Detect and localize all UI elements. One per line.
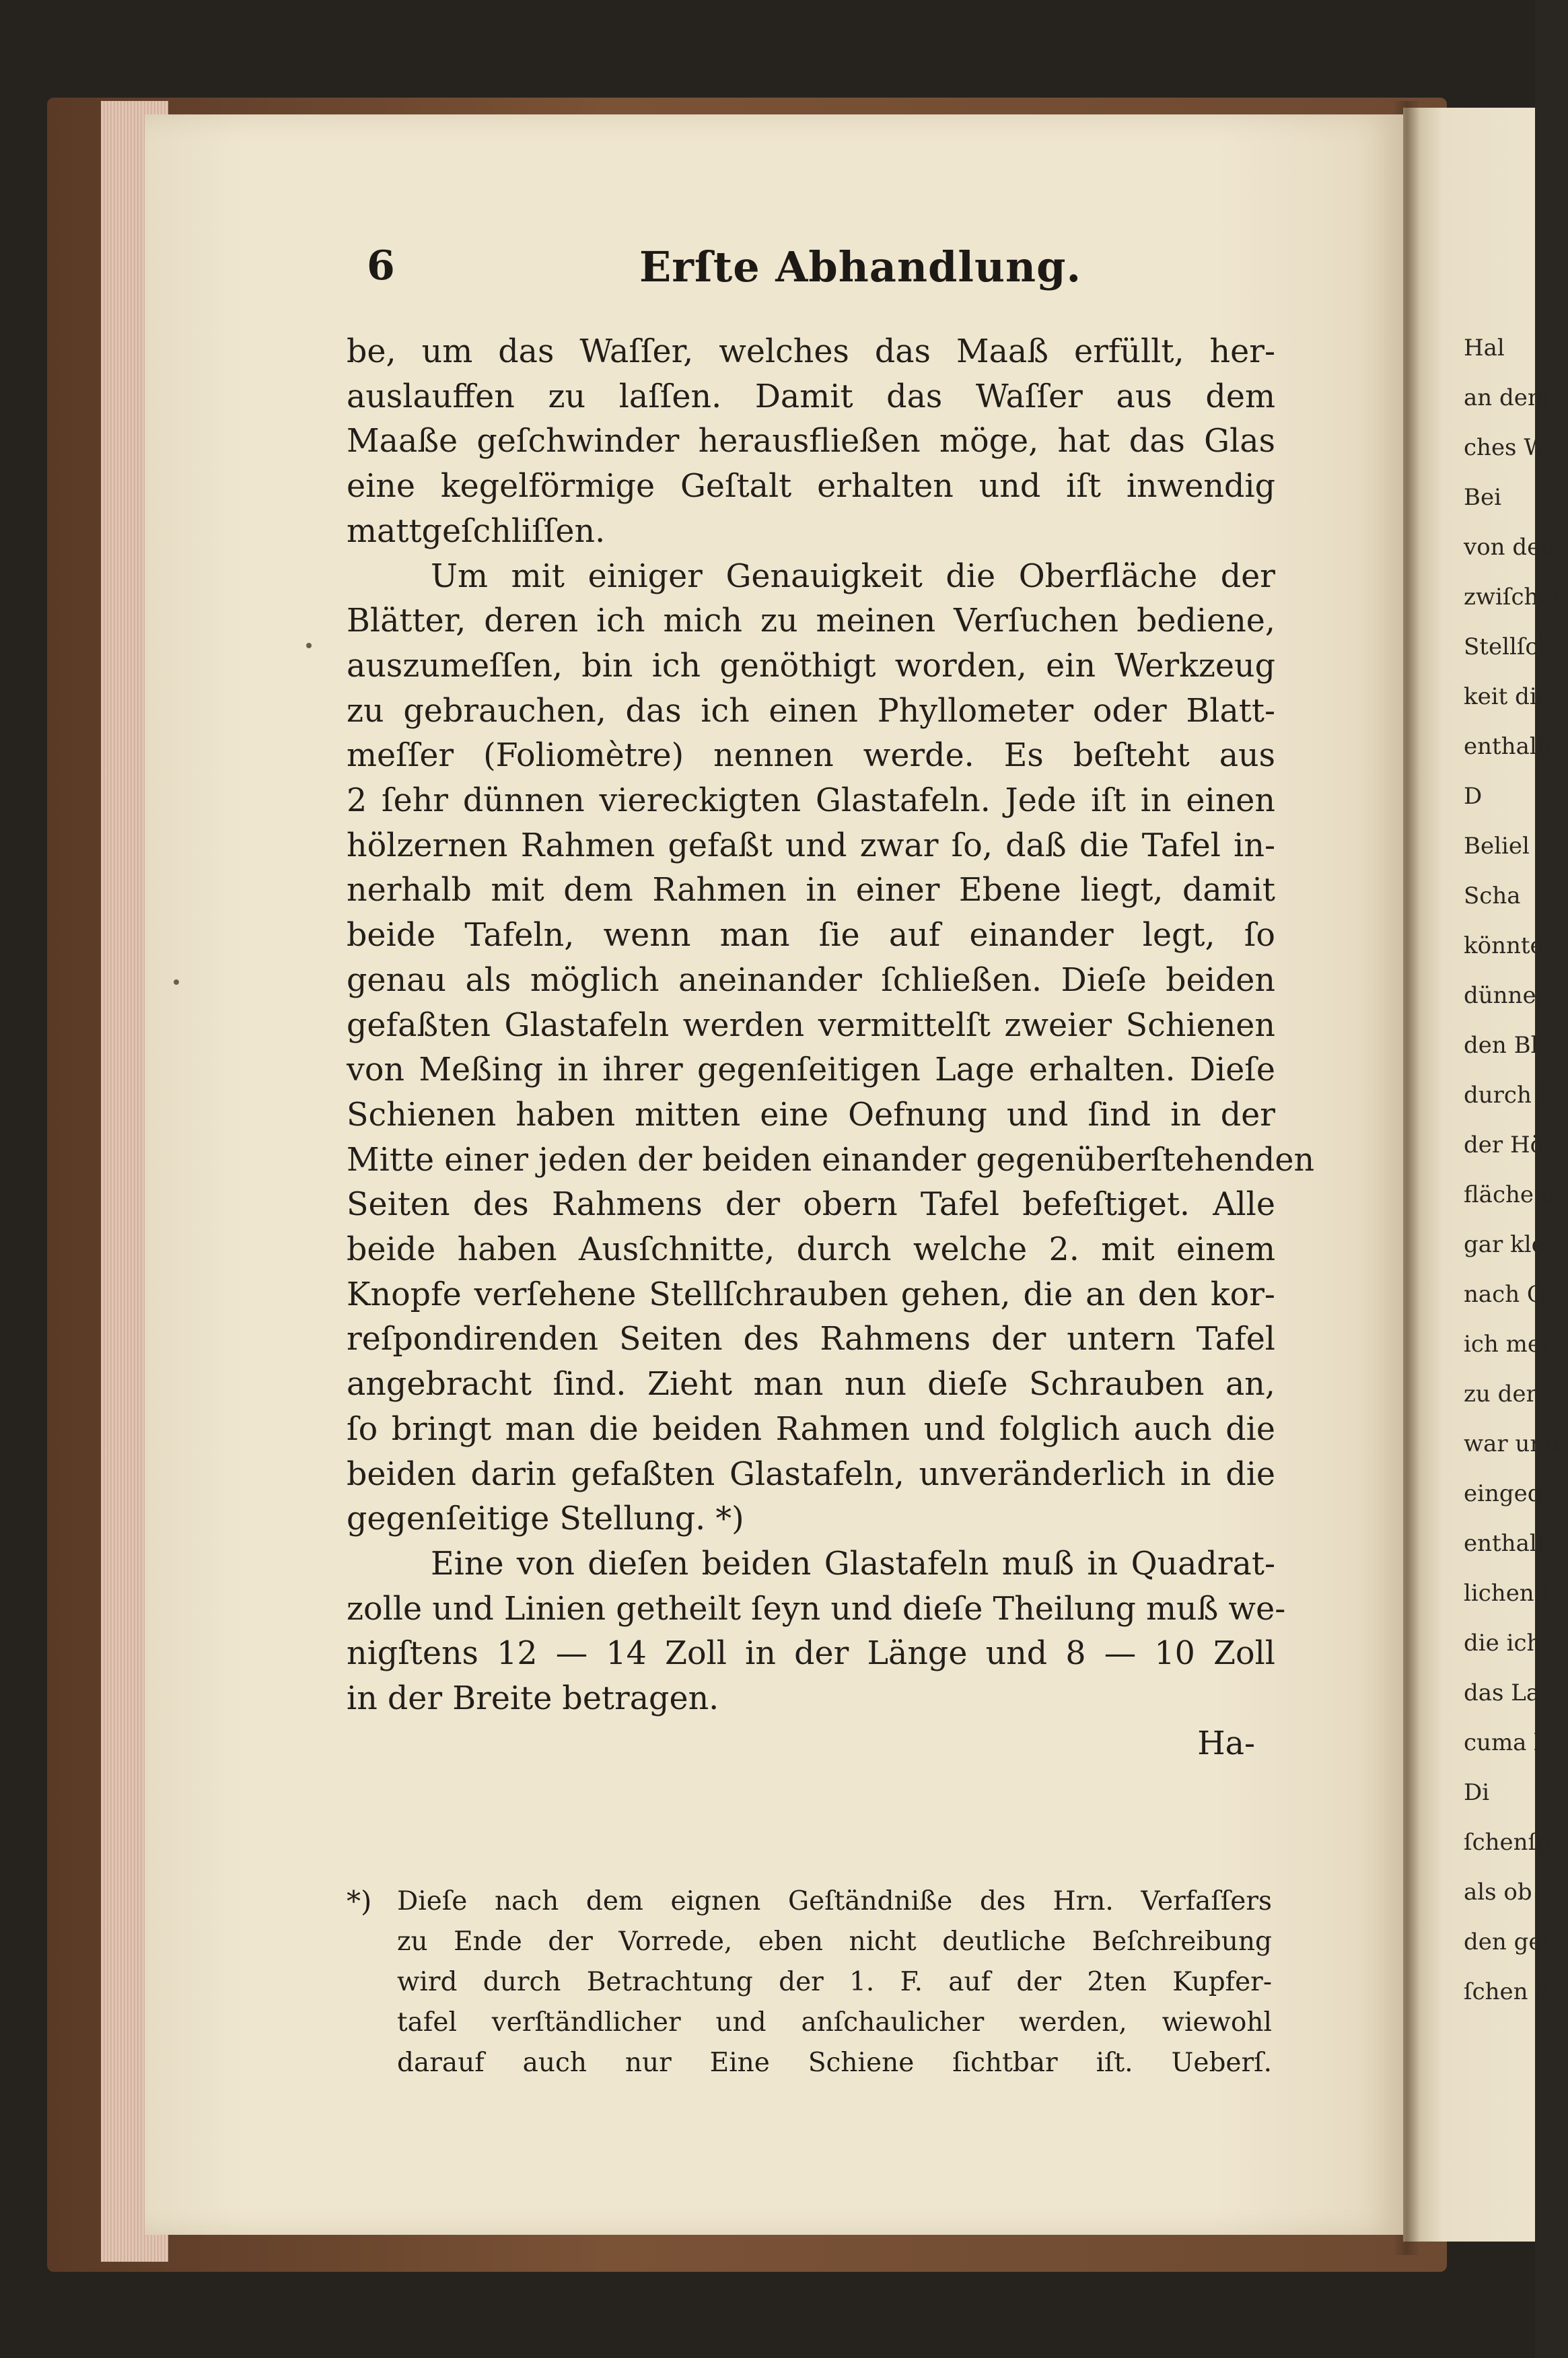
footnote-line: darauf auch nur Eine Schiene ſichtbar iſt. Ueberſ.	[397, 2048, 1272, 2078]
text-line: nerhalb mit dem Rahmen in einer Ebene liegt, damit	[347, 872, 1275, 909]
text-line: hölzernen Rahmen gefaßt und zwar ſo, daß die Tafel in-	[347, 827, 1275, 864]
facing-fragment: ſchenſp	[1464, 1829, 1551, 1856]
text-line: genau als möglich aneinander ſchließen. Dieſe beiden	[347, 961, 1275, 999]
facing-fragment: fläche e	[1464, 1181, 1555, 1208]
facing-fragment: ches W	[1464, 434, 1548, 461]
facing-fragment: lichen F	[1464, 1580, 1558, 1607]
facing-fragment: nach Ge	[1464, 1281, 1559, 1308]
text-line: auslauffen zu laſſen. Damit das Waſſer aus dem	[347, 378, 1275, 415]
text-line: mattgeſchliſſen.	[347, 512, 606, 550]
text-line: zu gebrauchen, das ich einen Phyllometer oder Blatt-	[347, 692, 1275, 730]
text-line: ſo bringt man die beiden Rahmen und folglich auch die	[347, 1410, 1275, 1448]
facing-fragment: gar klei	[1464, 1231, 1553, 1258]
facing-fragment: als ob	[1464, 1879, 1532, 1906]
footnote-line: wird durch Betrachtung der 1. F. auf der 2ten Kupfer-	[397, 1967, 1272, 1997]
facing-fragment: zu der	[1464, 1381, 1537, 1408]
facing-fragment: dünnen	[1464, 982, 1551, 1009]
text-line: Mitte einer jeden der beiden einander gegenüberſtehenden	[347, 1141, 1315, 1179]
running-title: Erſte Abhandlung.	[639, 242, 1082, 291]
facing-fragment: war und	[1464, 1430, 1559, 1457]
facing-fragment: das La	[1464, 1679, 1540, 1706]
footnote	[347, 1881, 1275, 2083]
facing-fragment: zwiſchen	[1464, 584, 1567, 611]
text-line: beide haben Ausſchnitte, durch welche 2. mit einem	[347, 1231, 1275, 1269]
page-number: 6	[367, 242, 395, 289]
text-line: Seiten des Rahmens der obern Tafel befeſtiget. Alle	[347, 1186, 1275, 1224]
facing-fragment: eingedru	[1464, 1480, 1568, 1507]
text-line: Maaße geſchwinder herausfließen möge, hat das Glas	[347, 423, 1275, 460]
facing-fragment: könnte	[1464, 932, 1544, 959]
facing-page-text	[1464, 323, 1568, 2017]
text-line: eine kegelförmige Geſtalt erhalten und iſt inwendig	[347, 468, 1275, 506]
margin-mark	[174, 979, 179, 985]
facing-fragment: von den	[1464, 534, 1556, 561]
text-line: in der Breite betragen.	[347, 1680, 719, 1718]
text-line: 2 ſehr dünnen viereckigten Glastafeln. Jede iſt in einen	[347, 782, 1275, 820]
facing-fragment: Bei	[1464, 484, 1501, 511]
facing-fragment: Scha	[1464, 882, 1521, 909]
facing-fragment: Stellſch	[1464, 633, 1553, 660]
facing-fragment: der Höl	[1464, 1132, 1551, 1158]
margin-mark	[306, 643, 312, 648]
facing-fragment: Di	[1464, 1779, 1490, 1806]
facing-fragment: enthalte	[1464, 733, 1560, 760]
facing-fragment: enthalte	[1464, 1530, 1560, 1557]
facing-fragment: die ich	[1464, 1630, 1542, 1657]
text-line: von Meßing in ihrer gegenſeitigen Lage erhalten. Dieſe	[347, 1051, 1275, 1089]
facing-fragment: an dem	[1464, 384, 1550, 411]
footnote-line: Dieſe nach dem eignen Geſtändniße des Hrn. Verfaſſers	[397, 1886, 1272, 1916]
footnote-lines	[397, 1881, 1272, 2083]
footnote-line: zu Ende der Vorrede, eben nicht deutliche Beſchreibung	[397, 1927, 1272, 1957]
text-line: Knopfe verſehene Stellſchrauben gehen, die an den kor-	[347, 1276, 1275, 1313]
text-line: nigſtens 12 — 14 Zoll in der Länge und 8 — 10 Zoll	[347, 1635, 1275, 1673]
text-line: beiden darin gefaßten Glastafeln, unveränderlich in die	[347, 1455, 1275, 1493]
catchword: Ha-	[1197, 1725, 1255, 1762]
facing-fragment: D	[1464, 783, 1483, 810]
facing-fragment: ſchen de	[1464, 1978, 1564, 2005]
text-line: gegenſeitige Stellung. *)	[347, 1500, 744, 1538]
text-line: Schienen haben mitten eine Oefnung und ſind in der	[347, 1096, 1275, 1134]
body-text	[347, 330, 1315, 1767]
text-line: angebracht ſind. Zieht man nun dieſe Schrauben an,	[347, 1366, 1275, 1403]
facing-fragment: Beliel	[1464, 833, 1530, 860]
text-line: be, um das Waſſer, welches das Maaß erfüllt, her-	[347, 333, 1275, 370]
text-line: reſpondirenden Seiten des Rahmens der untern Tafel	[347, 1321, 1275, 1358]
footnote-line: tafel verſtändlicher und anſchaulicher werden, wiewohl	[397, 2007, 1272, 2038]
facing-fragment: ich mei	[1464, 1331, 1548, 1358]
facing-fragment: Hal	[1464, 335, 1505, 361]
facing-fragment: den geſ	[1464, 1929, 1551, 1955]
text-line: zolle und Linien getheilt ſeyn und dieſe Theilung muß we-	[347, 1590, 1286, 1628]
page-header	[367, 242, 1289, 303]
text-line: gefaßten Glastafeln werden vermittelſt zweier Schienen	[347, 1006, 1275, 1044]
facing-fragment: den Bl	[1464, 1032, 1538, 1059]
text-line: meſſer (Foliomètre) nennen werde. Es beſteht aus	[347, 737, 1275, 775]
footnote-marker: *)	[347, 1885, 372, 1918]
text-line: auszumeſſen, bin ich genöthigt worden, ein Werkzeug	[347, 647, 1275, 685]
facing-fragment: cuma lo	[1464, 1729, 1555, 1756]
text-line: Um mit einiger Genauigkeit die Oberfläche der	[431, 557, 1275, 595]
facing-fragment: keit die	[1464, 683, 1551, 710]
text-line: beide Tafeln, wenn man ſie auf einander legt, ſo	[347, 917, 1275, 955]
text-line: Eine von dieſen beiden Glastafeln muß in Quadrat-	[431, 1545, 1275, 1583]
text-line: Blätter, deren ich mich zu meinen Verſuchen bediene,	[347, 602, 1275, 640]
facing-fragment: durch h	[1464, 1082, 1554, 1109]
